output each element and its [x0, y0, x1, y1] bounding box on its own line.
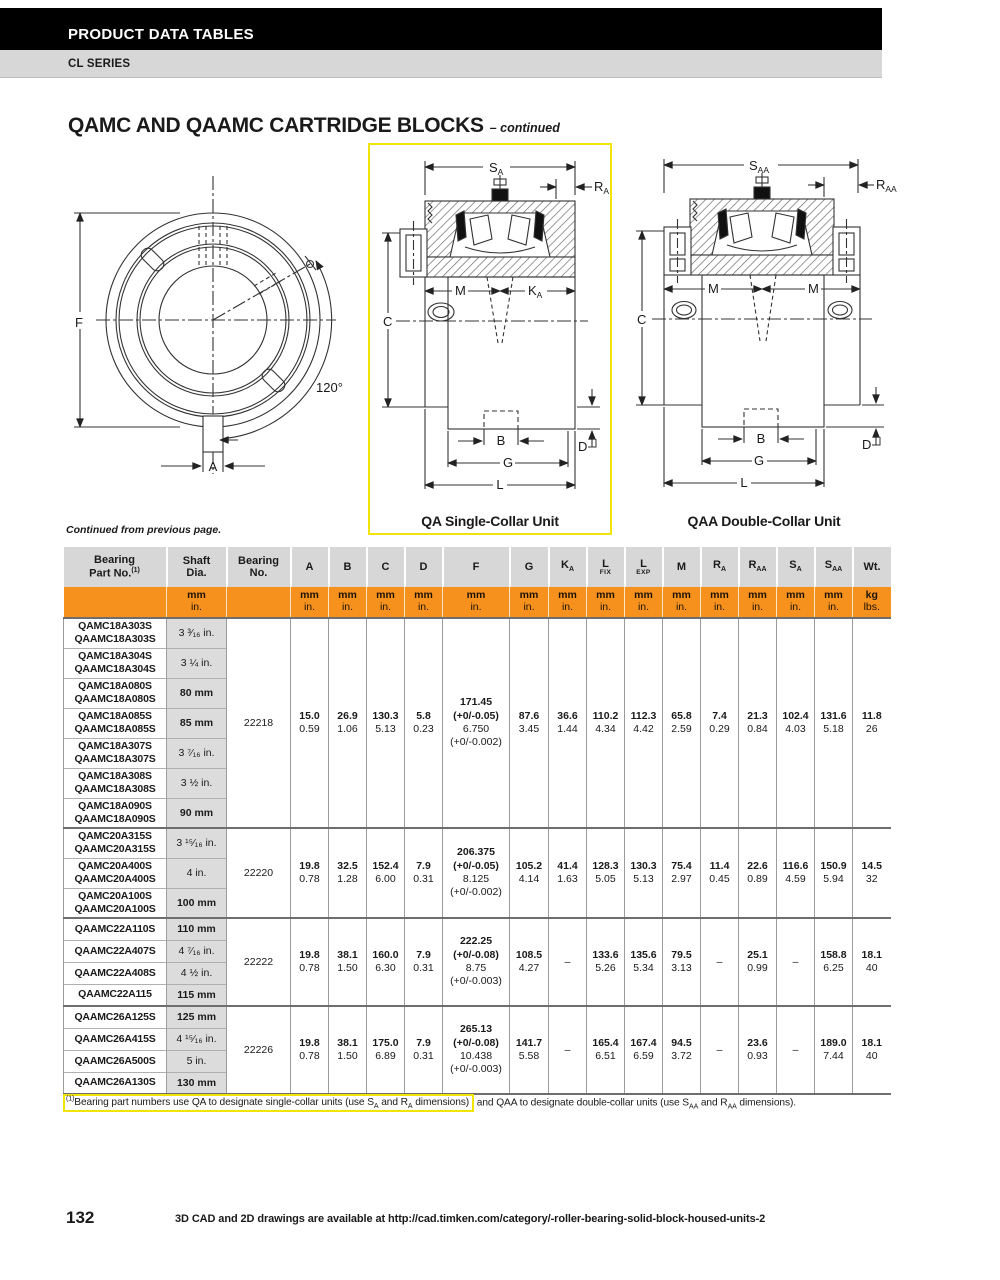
col-units-RAA: mm in.: [739, 587, 777, 618]
value-cell-KA: 41.4 1.63: [549, 828, 587, 918]
col-units-G: mm in.: [510, 587, 549, 618]
shaft-dia-cell: 3 ¼ in.: [167, 648, 227, 678]
shaft-dia-cell: 90 mm: [167, 798, 227, 828]
value-cell-SAA: 189.0 7.44: [815, 1006, 853, 1094]
col-units-C: mm in.: [367, 587, 405, 618]
footnote-sub: A: [373, 1103, 379, 1111]
value-cell-RA: –: [701, 918, 739, 1006]
col-units-B: mm in.: [329, 587, 367, 618]
col-header-SA: $S_A$: [777, 547, 815, 587]
col-header-LEXP: L EXP: [625, 547, 663, 587]
footnote-text: Bearing part numbers use QA to designate single-collar units (use S: [74, 1097, 374, 1109]
dim-label-d-qaa: D: [862, 437, 872, 452]
page-title: [68, 114, 560, 138]
part-number-cell: QAAMC26A125S: [64, 1006, 167, 1028]
value-cell-LFIX: 133.6 5.26: [587, 918, 625, 1006]
col-units-KA: mm in.: [549, 587, 587, 618]
value-cell-LEXP: 130.3 5.13: [625, 828, 663, 918]
value-cell-F: 171.45 (+0/-0.05) 6.750 (+0/-0.002): [443, 618, 510, 828]
value-cell-A: 15.0 0.59: [291, 618, 329, 828]
header-row-units: [64, 587, 891, 618]
bearing-no-cell: 22220: [227, 828, 291, 918]
part-number-cell: QAAMC22A407S: [64, 940, 167, 962]
header-row-labels: [64, 547, 891, 587]
top-black-band: [0, 8, 882, 50]
part-number-cell: QAMC18A085S QAAMC18A085S: [64, 708, 167, 738]
col-header-shaft: Shaft Dia.: [167, 547, 227, 587]
value-cell-WT: 11.8 26: [853, 618, 891, 828]
part-number-cell: QAAMC22A408S: [64, 962, 167, 984]
col-units-SAA: mm in.: [815, 587, 853, 618]
value-cell-RAA: 21.3 0.84: [739, 618, 777, 828]
col-units-LFIX: mm in.: [587, 587, 625, 618]
value-cell-G: 87.6 3.45: [510, 618, 549, 828]
col-units-shaft: mm in.: [167, 587, 227, 618]
shaft-dia-cell: 130 mm: [167, 1072, 227, 1094]
shaft-dia-cell: 100 mm: [167, 888, 227, 918]
dim-label-d: D: [578, 439, 588, 454]
col-units-part: [64, 587, 167, 618]
value-cell-SAA: 150.9 5.94: [815, 828, 853, 918]
footer-text: 3D CAD and 2D drawings are available at: [175, 1213, 389, 1225]
part-number-cell: QAMC18A090S QAAMC18A090S: [64, 798, 167, 828]
qaa-unit-diagram: [626, 143, 902, 499]
dim-label-g-qaa: G: [753, 453, 765, 468]
value-cell-KA: –: [549, 918, 587, 1006]
col-units-M: mm in.: [663, 587, 701, 618]
qaa-caption: QAA Double-Collar Unit: [687, 513, 841, 529]
qa-linework: [382, 161, 600, 489]
dim-label-ka: $K_A$: [528, 283, 543, 300]
shaft-dia-cell: 3 ⁷⁄₁₆ in.: [167, 738, 227, 768]
col-header-part: Bearing Part No.$^{(1)}$: [64, 547, 167, 587]
value-cell-M: 79.5 3.13: [663, 918, 701, 1006]
value-cell-RA: –: [701, 1006, 739, 1094]
col-units-RA: mm in.: [701, 587, 739, 618]
value-cell-F: 206.375 (+0/-0.05) 8.125 (+0/-0.002): [443, 828, 510, 918]
value-cell-B: 38.1 1.50: [329, 1006, 367, 1094]
shaft-dia-cell: 3 ½ in.: [167, 768, 227, 798]
value-cell-C: 175.0 6.89: [367, 1006, 405, 1094]
value-cell-SAA: 158.8 6.25: [815, 918, 853, 1006]
dim-label-a: A: [208, 459, 218, 474]
part-number-cell: QAAMC26A415S: [64, 1028, 167, 1050]
col-units-bno: [227, 587, 291, 618]
col-header-A: A: [291, 547, 329, 587]
part-number-cell: QAAMC22A110S: [64, 918, 167, 940]
bearing-no-cell: 22226: [227, 1006, 291, 1094]
shaft-dia-cell: 4 ⁷⁄₁₆ in.: [167, 940, 227, 962]
series-label: CL SERIES: [68, 57, 131, 70]
value-cell-LEXP: 167.4 6.59: [625, 1006, 663, 1094]
part-number-cell: QAMC20A400S QAAMC20A400S: [64, 858, 167, 888]
shaft-dia-cell: 4 ½ in.: [167, 962, 227, 984]
front-view-linework: [74, 176, 336, 474]
part-number-cell: QAMC18A080S QAAMC18A080S: [64, 678, 167, 708]
dim-label-m1: M: [708, 281, 719, 296]
col-units-D: mm in.: [405, 587, 443, 618]
value-cell-SA: –: [777, 918, 815, 1006]
page-title-continued: – continued: [489, 121, 560, 135]
footnote-text: and QAA to designate double-collar units (use S: [474, 1097, 689, 1109]
footnote-highlight-box: [63, 1094, 474, 1112]
value-cell-G: 105.2 4.14: [510, 828, 549, 918]
shaft-dia-cell: 3 ¹⁵⁄₁₆ in.: [167, 828, 227, 858]
dim-label-g: G: [502, 455, 514, 470]
bearing-no-cell: 22222: [227, 918, 291, 1006]
dim-label-c-qaa: C: [637, 312, 647, 327]
value-cell-KA: 36.6 1.44: [549, 618, 587, 828]
dim-label-l: L: [496, 477, 504, 492]
dim-label-ra: $R_A$: [594, 179, 610, 196]
table-row: [64, 1006, 891, 1028]
col-header-B: B: [329, 547, 367, 587]
col-header-KA: $K_A$: [549, 547, 587, 587]
col-header-M: M: [663, 547, 701, 587]
footnote-sub: AA: [727, 1103, 737, 1111]
value-cell-F: 265.13 (+0/-0.08) 10.438 (+0/-0.003): [443, 1006, 510, 1094]
footnote-text: dimensions): [412, 1097, 470, 1109]
value-cell-D: 7.9 0.31: [405, 1006, 443, 1094]
value-cell-SA: 116.6 4.59: [777, 828, 815, 918]
dim-label-l-qaa: L: [740, 475, 748, 490]
value-cell-RAA: 25.1 0.99: [739, 918, 777, 1006]
dim-label-f: F: [75, 315, 83, 330]
value-cell-A: 19.8 0.78: [291, 1006, 329, 1094]
col-header-RAA: $R_{AA}$: [739, 547, 777, 587]
shaft-dia-cell: 85 mm: [167, 708, 227, 738]
col-units-WT: kg lbs.: [853, 587, 891, 618]
value-cell-A: 19.8 0.78: [291, 918, 329, 1006]
value-cell-WT: 18.1 40: [853, 918, 891, 1006]
col-header-SAA: $S_{AA}$: [815, 547, 853, 587]
value-cell-RAA: 23.6 0.93: [739, 1006, 777, 1094]
col-units-SA: mm in.: [777, 587, 815, 618]
part-number-cell: QAMC18A308S QAAMC18A308S: [64, 768, 167, 798]
bearing-no-cell: 22218: [227, 618, 291, 828]
shaft-dia-cell: 125 mm: [167, 1006, 227, 1028]
value-cell-KA: –: [549, 1006, 587, 1094]
part-number-cell: QAMC20A100S QAAMC20A100S: [64, 888, 167, 918]
footnote-text: and R: [698, 1097, 728, 1109]
value-cell-C: 130.3 5.13: [367, 618, 405, 828]
value-cell-WT: 14.5 32: [853, 828, 891, 918]
value-cell-A: 19.8 0.78: [291, 828, 329, 918]
value-cell-D: 5.8 0.23: [405, 618, 443, 828]
shaft-dia-cell: 4 ¹⁵⁄₁₆ in.: [167, 1028, 227, 1050]
shaft-dia-cell: 115 mm: [167, 984, 227, 1006]
dim-label-raa: $R_{AA}$: [876, 177, 897, 194]
value-cell-WT: 18.1 40: [853, 1006, 891, 1094]
col-header-LFIX: L FIX: [587, 547, 625, 587]
page-number: 132: [66, 1208, 95, 1227]
value-cell-M: 75.4 2.97: [663, 828, 701, 918]
front-view-container: [58, 150, 378, 535]
value-cell-SA: –: [777, 1006, 815, 1094]
value-cell-C: 160.0 6.30: [367, 918, 405, 1006]
value-cell-B: 32.5 1.28: [329, 828, 367, 918]
dim-label-m2: M: [808, 281, 819, 296]
value-cell-RAA: 22.6 0.89: [739, 828, 777, 918]
value-cell-G: 141.7 5.58: [510, 1006, 549, 1094]
table-row: [64, 918, 891, 940]
col-header-D: D: [405, 547, 443, 587]
value-cell-D: 7.9 0.31: [405, 828, 443, 918]
col-header-WT: Wt.: [853, 547, 891, 587]
table-row: [64, 618, 891, 648]
dim-label-b-qaa: B: [756, 431, 766, 446]
front-view-diagram: [58, 150, 378, 535]
footnote-sub: A: [407, 1103, 413, 1111]
angle-label: 120°: [316, 380, 343, 395]
footnote-sub: AA: [689, 1103, 699, 1111]
value-cell-D: 7.9 0.31: [405, 918, 443, 1006]
value-cell-LFIX: 110.2 4.34: [587, 618, 625, 828]
footer-cad-link[interactable]: http://cad.timken.com/category/-roller-bearing-solid-block-housed-units-2: [388, 1213, 766, 1225]
value-cell-LFIX: 128.3 5.05: [587, 828, 625, 918]
part-number-cell: QAAMC22A115: [64, 984, 167, 1006]
col-header-F: F: [443, 547, 510, 587]
footer-note: [175, 1213, 765, 1225]
qaa-unit-container: [626, 143, 902, 533]
value-cell-B: 26.9 1.06: [329, 618, 367, 828]
col-header-RA: $R_A$: [701, 547, 739, 587]
dim-label-saa: $S_{AA}$: [749, 158, 770, 175]
continued-note: Continued from previous page.: [66, 524, 222, 536]
table-row: [64, 828, 891, 858]
band-title: PRODUCT DATA TABLES: [68, 26, 254, 43]
dim-label-sa: $S_A$: [489, 160, 504, 177]
shaft-dia-cell: 110 mm: [167, 918, 227, 940]
value-cell-M: 94.5 3.72: [663, 1006, 701, 1094]
qa-unit-container: [368, 143, 612, 535]
dim-label-m: M: [455, 283, 466, 298]
part-number-cell: QAAMC26A130S: [64, 1072, 167, 1094]
shaft-dia-cell: 3 ³⁄₁₆ in.: [167, 618, 227, 648]
col-header-G: G: [510, 547, 549, 587]
value-cell-M: 65.8 2.59: [663, 618, 701, 828]
value-cell-B: 38.1 1.50: [329, 918, 367, 1006]
value-cell-G: 108.5 4.27: [510, 918, 549, 1006]
value-cell-LEXP: 112.3 4.42: [625, 618, 663, 828]
value-cell-RA: 11.4 0.45: [701, 828, 739, 918]
col-units-F: mm in.: [443, 587, 510, 618]
value-cell-C: 152.4 6.00: [367, 828, 405, 918]
footnote-sup: (1): [66, 1096, 75, 1103]
col-units-A: mm in.: [291, 587, 329, 618]
qa-unit-diagram: [370, 145, 610, 501]
col-header-bno: Bearing No.: [227, 547, 291, 587]
footnote: [63, 1096, 943, 1110]
value-cell-LEXP: 135.6 5.34: [625, 918, 663, 1006]
value-cell-F: 222.25 (+0/-0.08) 8.75 (+0/-0.003): [443, 918, 510, 1006]
value-cell-SAA: 131.6 5.18: [815, 618, 853, 828]
footnote-text: dimensions).: [736, 1097, 796, 1109]
part-number-cell: QAMC18A304S QAAMC18A304S: [64, 648, 167, 678]
part-number-cell: QAMC20A315S QAAMC20A315S: [64, 828, 167, 858]
table-container: [63, 547, 891, 1095]
shaft-dia-cell: 80 mm: [167, 678, 227, 708]
shaft-dia-cell: 4 in.: [167, 858, 227, 888]
series-band: [0, 50, 882, 78]
dim-label-b: B: [496, 433, 506, 448]
dim-label-c: C: [383, 314, 393, 329]
part-number-cell: QAMC18A303S QAAMC18A303S: [64, 618, 167, 648]
shaft-dia-cell: 5 in.: [167, 1050, 227, 1072]
product-table: [63, 547, 891, 1095]
page-title-main: QAMC AND QAAMC CARTRIDGE BLOCKS: [68, 114, 484, 137]
footnote-text: and R: [378, 1097, 408, 1109]
value-cell-SA: 102.4 4.03: [777, 618, 815, 828]
col-header-C: C: [367, 547, 405, 587]
col-units-LEXP: mm in.: [625, 587, 663, 618]
qa-caption: QA Single-Collar Unit: [421, 513, 559, 529]
part-number-cell: QAMC18A307S QAAMC18A307S: [64, 738, 167, 768]
value-cell-LFIX: 165.4 6.51: [587, 1006, 625, 1094]
part-number-cell: QAAMC26A500S: [64, 1050, 167, 1072]
value-cell-RA: 7.4 0.29: [701, 618, 739, 828]
